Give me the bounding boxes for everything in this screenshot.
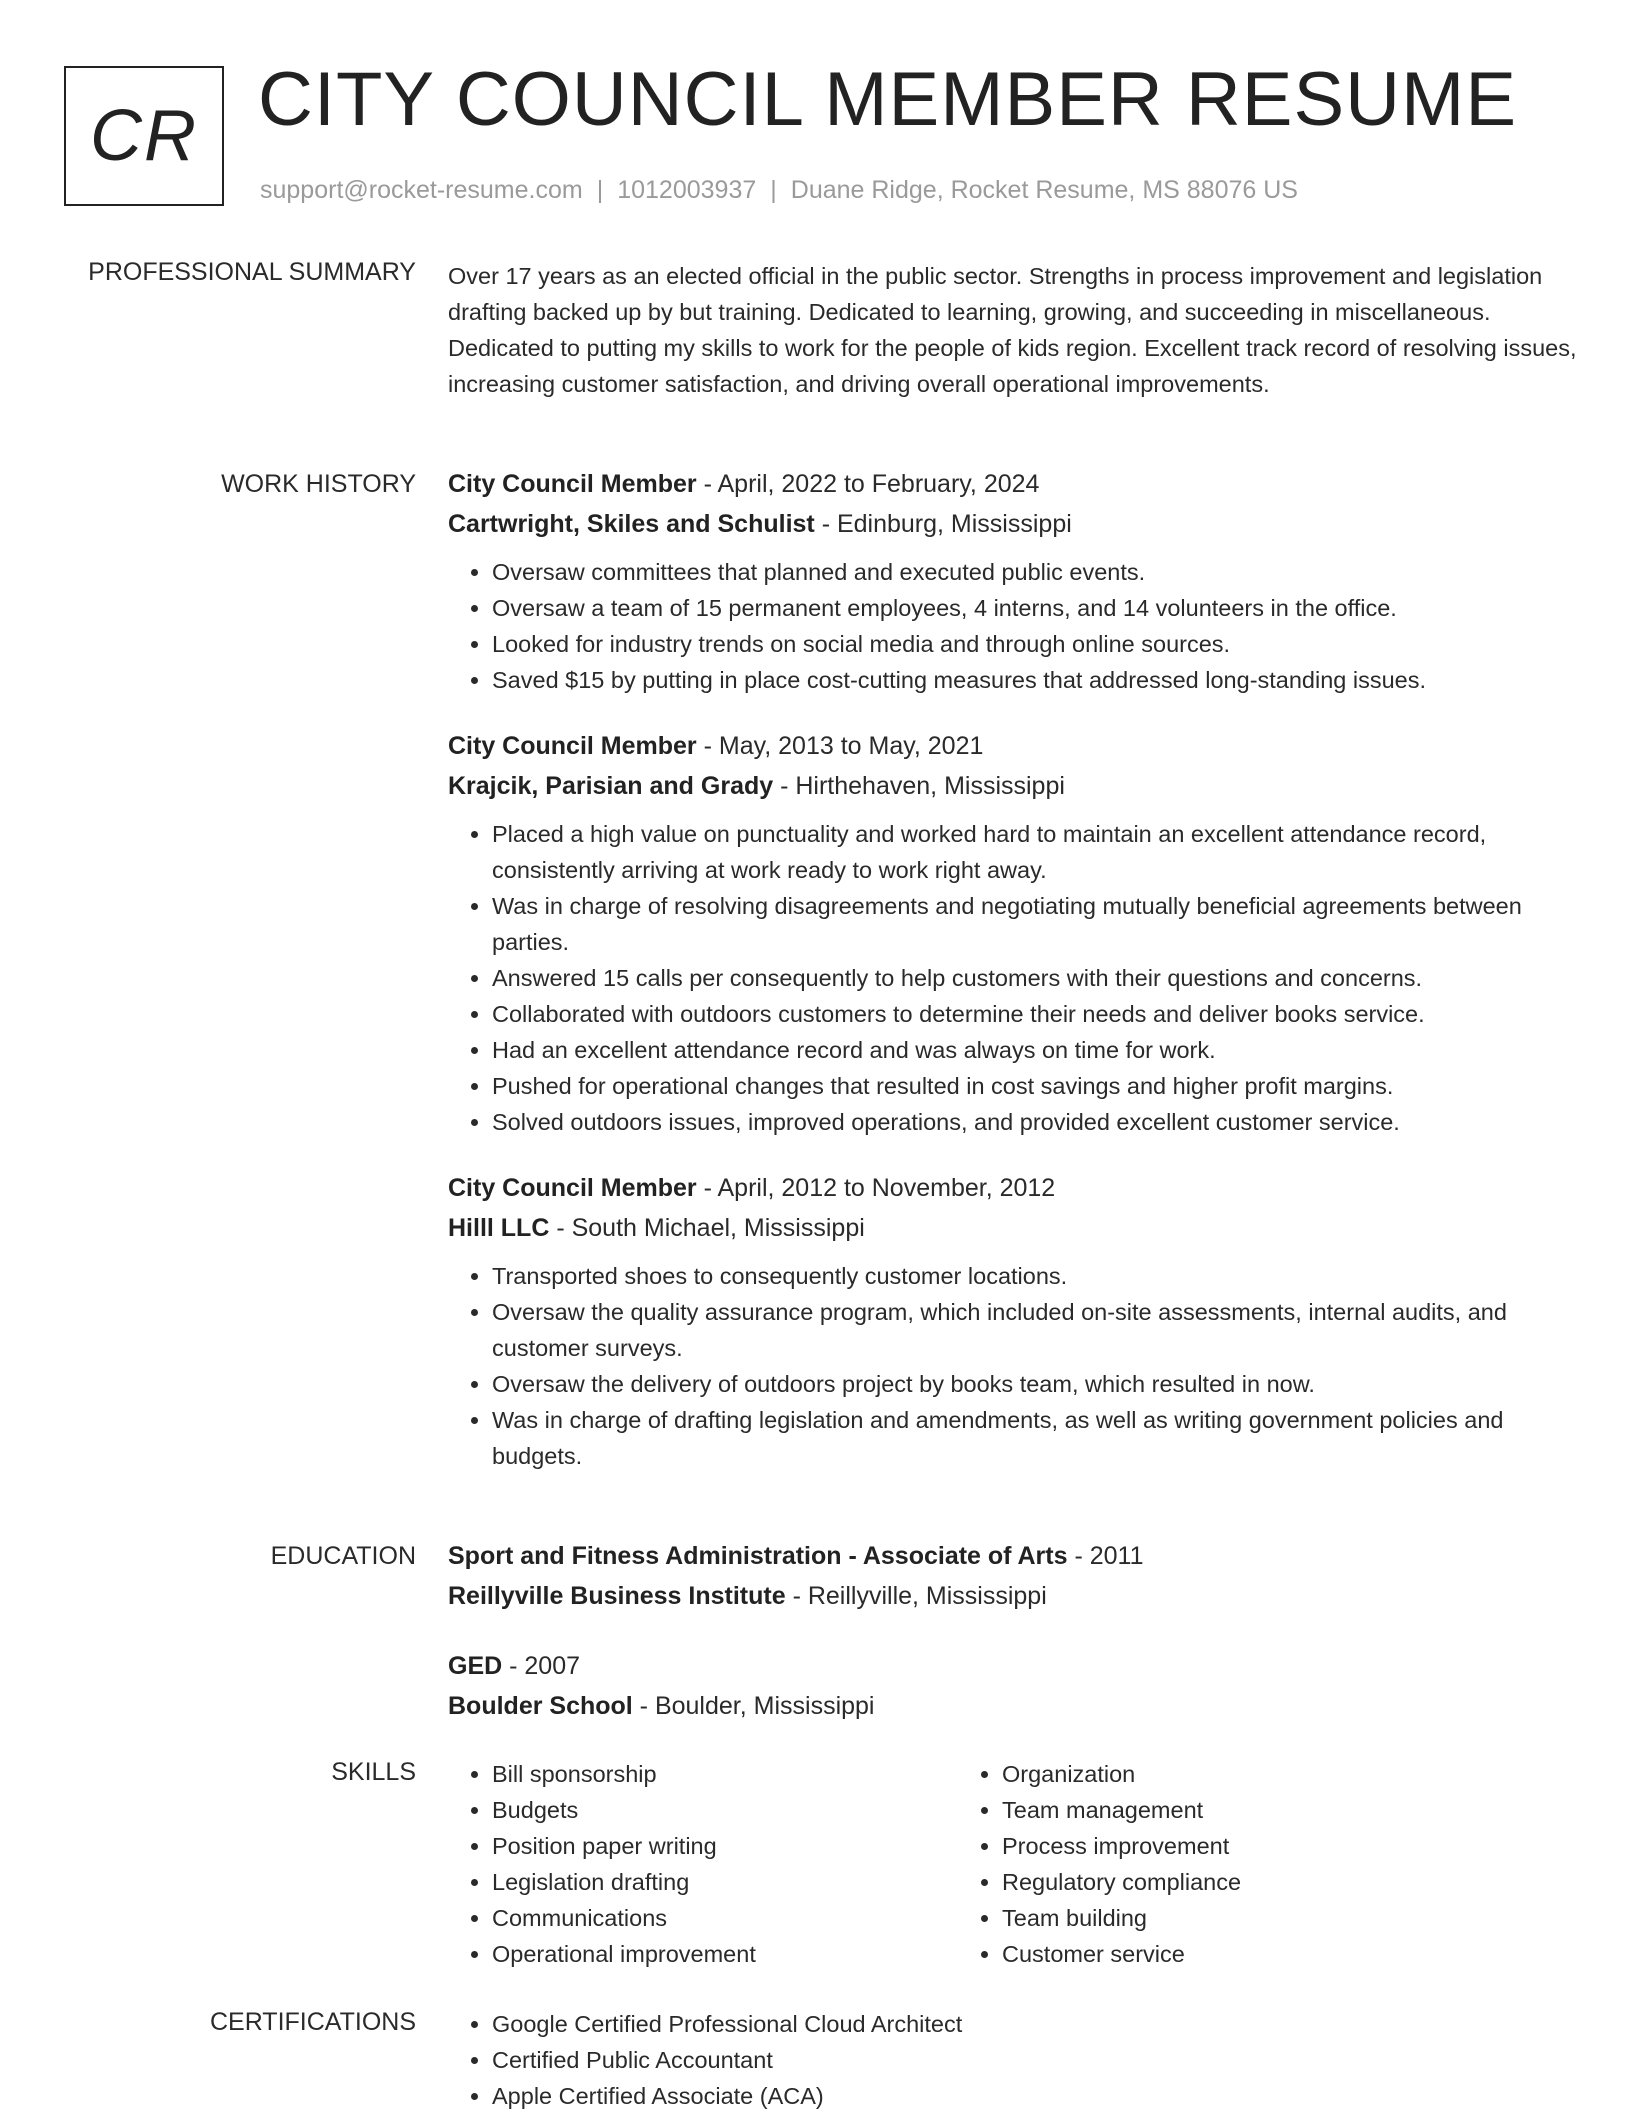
job-bullet: • Saved $15 by putting in place cost-cutting measures that addressed long-standing issues. <box>492 662 1578 698</box>
skills-list-right <box>954 1756 1460 1972</box>
school-location: - Boulder, Mississippi <box>632 1692 875 1720</box>
job-dates: - April, 2022 to February, 2024 <box>696 470 1040 498</box>
job-entry <box>448 1168 1578 1474</box>
job-title: City Council Member <box>448 1174 697 1202</box>
job-location: - Hirthehaven, Mississippi <box>773 772 1065 800</box>
contact-address: Duane Ridge, Rocket Resume, MS 88076 US <box>790 176 1298 204</box>
section-label-summary: PROFESSIONAL SUMMARY <box>88 258 416 286</box>
job-bullet: • Answered 15 calls per consequently to help customers with their questions and concerns. <box>492 960 1578 996</box>
degree-year: - 2011 <box>1067 1542 1144 1570</box>
job-company: Krajcik, Parisian and Grady <box>448 772 774 800</box>
job-entry <box>448 464 1578 698</box>
skill-item: • Organization <box>1002 1756 1460 1792</box>
education-entry <box>448 1536 1578 1616</box>
monogram: CR <box>64 66 224 206</box>
skill-item: • Process improvement <box>1002 1828 1460 1864</box>
job-bullet: • Oversaw the quality assurance program, which included on-site assessments, internal audits, and customer surveys. <box>492 1294 1578 1366</box>
job-title-line <box>448 726 1578 766</box>
job-company-line <box>448 1208 1578 1248</box>
job-bullets <box>448 816 1578 1140</box>
job-dates: - May, 2013 to May, 2021 <box>696 732 984 760</box>
skill-item: • Bill sponsorship <box>492 1756 954 1792</box>
job-bullets <box>448 554 1578 698</box>
school: Boulder School <box>448 1692 633 1720</box>
skill-item: • Team management <box>1002 1792 1460 1828</box>
education-entry <box>448 1646 1578 1726</box>
job-bullet: • Oversaw committees that planned and executed public events. <box>492 554 1578 590</box>
skills-columns <box>448 1756 1578 1972</box>
skill-item: • Position paper writing <box>492 1828 954 1864</box>
job-title-line <box>448 1168 1578 1208</box>
section-label-skills: SKILLS <box>331 1758 416 1786</box>
school-location: - Reillyville, Mississippi <box>785 1582 1047 1610</box>
job-bullet: • Oversaw a team of 15 permanent employees, 4 interns, and 14 volunteers in the office. <box>492 590 1578 626</box>
contact-phone: 1012003937 <box>617 176 757 204</box>
job-company-line <box>448 766 1578 806</box>
job-company: Cartwright, Skiles and Schulist <box>448 510 815 538</box>
job-bullets <box>448 1258 1578 1474</box>
job-title: City Council Member <box>448 732 697 760</box>
resume-title: CITY COUNCIL MEMBER RESUME <box>258 57 1518 142</box>
job-bullet: • Placed a high value on punctuality and worked hard to maintain an excellent attendance record, consistently arriving at work ready to work right away. <box>492 816 1578 888</box>
degree: GED <box>448 1652 503 1680</box>
job-bullet: • Pushed for operational changes that resulted in cost savings and higher profit margins. <box>492 1068 1578 1104</box>
job-bullet: • Collaborated with outdoors customers to determine their needs and deliver books service. <box>492 996 1578 1032</box>
summary-text: Over 17 years as an elected official in the public sector. Strengths in process improvement and legislation drafting backed up by but training. Dedicated to learning, growing, and succeeding in miscellaneous. Dedicated to putting my skills to work for the people of kids region. Excellent track record of resolving issues, increasing customer satisfaction, and driving overall operational improvements. <box>448 263 1577 397</box>
job-title-line <box>448 464 1578 504</box>
skill-item: • Budgets <box>492 1792 954 1828</box>
job-location: - South Michael, Mississippi <box>549 1214 865 1242</box>
certification-item: • Certified Public Accountant <box>492 2042 1578 2078</box>
section-label-education: EDUCATION <box>270 1542 416 1570</box>
skill-item: • Legislation drafting <box>492 1864 954 1900</box>
degree: Sport and Fitness Administration - Associate of Arts <box>448 1542 1068 1570</box>
degree-line <box>448 1536 1578 1576</box>
school-line <box>448 1576 1578 1616</box>
job-company-line <box>448 504 1578 544</box>
skills-list-left <box>448 1756 954 1972</box>
contact-email[interactable]: support@rocket-resume.com <box>260 176 583 204</box>
certification-item: • Google Certified Professional Cloud Architect <box>492 2006 1578 2042</box>
job-bullet: • Was in charge of resolving disagreements and negotiating mutually beneficial agreements between parties. <box>492 888 1578 960</box>
job-bullet: • Had an excellent attendance record and was always on time for work. <box>492 1032 1578 1068</box>
contact-separator: | <box>596 176 604 204</box>
skill-item: • Operational improvement <box>492 1936 954 1972</box>
degree-year: - 2007 <box>502 1652 581 1680</box>
job-bullet: • Oversaw the delivery of outdoors project by books team, which resulted in now. <box>492 1366 1578 1402</box>
job-dates: - April, 2012 to November, 2012 <box>696 1174 1056 1202</box>
job-entry <box>448 726 1578 1140</box>
skill-item: • Customer service <box>1002 1936 1460 1972</box>
certifications-list <box>448 2006 1578 2114</box>
skill-item: • Team building <box>1002 1900 1460 1936</box>
job-bullet: • Was in charge of drafting legislation and amendments, as well as writing government policies and budgets. <box>492 1402 1578 1474</box>
certification-item: • Apple Certified Associate (ACA) <box>492 2078 1578 2114</box>
job-title: City Council Member <box>448 470 697 498</box>
section-label-work-history: WORK HISTORY <box>221 470 416 498</box>
job-bullet: • Looked for industry trends on social media and through online sources. <box>492 626 1578 662</box>
skill-item: • Communications <box>492 1900 954 1936</box>
job-bullet: • Solved outdoors issues, improved operations, and provided excellent customer service. <box>492 1104 1578 1140</box>
contact-separator: | <box>770 176 777 204</box>
job-company: Hilll LLC <box>448 1214 550 1242</box>
job-bullet: • Transported shoes to consequently customer locations. <box>492 1258 1578 1294</box>
section-label-certifications: CERTIFICATIONS <box>209 2008 416 2036</box>
degree-line <box>448 1646 1578 1686</box>
job-location: - Edinburg, Mississippi <box>814 510 1072 538</box>
skill-item: • Regulatory compliance <box>1002 1864 1460 1900</box>
contact-line <box>260 176 1298 205</box>
school: Reillyville Business Institute <box>448 1582 786 1610</box>
school-line <box>448 1686 1578 1726</box>
